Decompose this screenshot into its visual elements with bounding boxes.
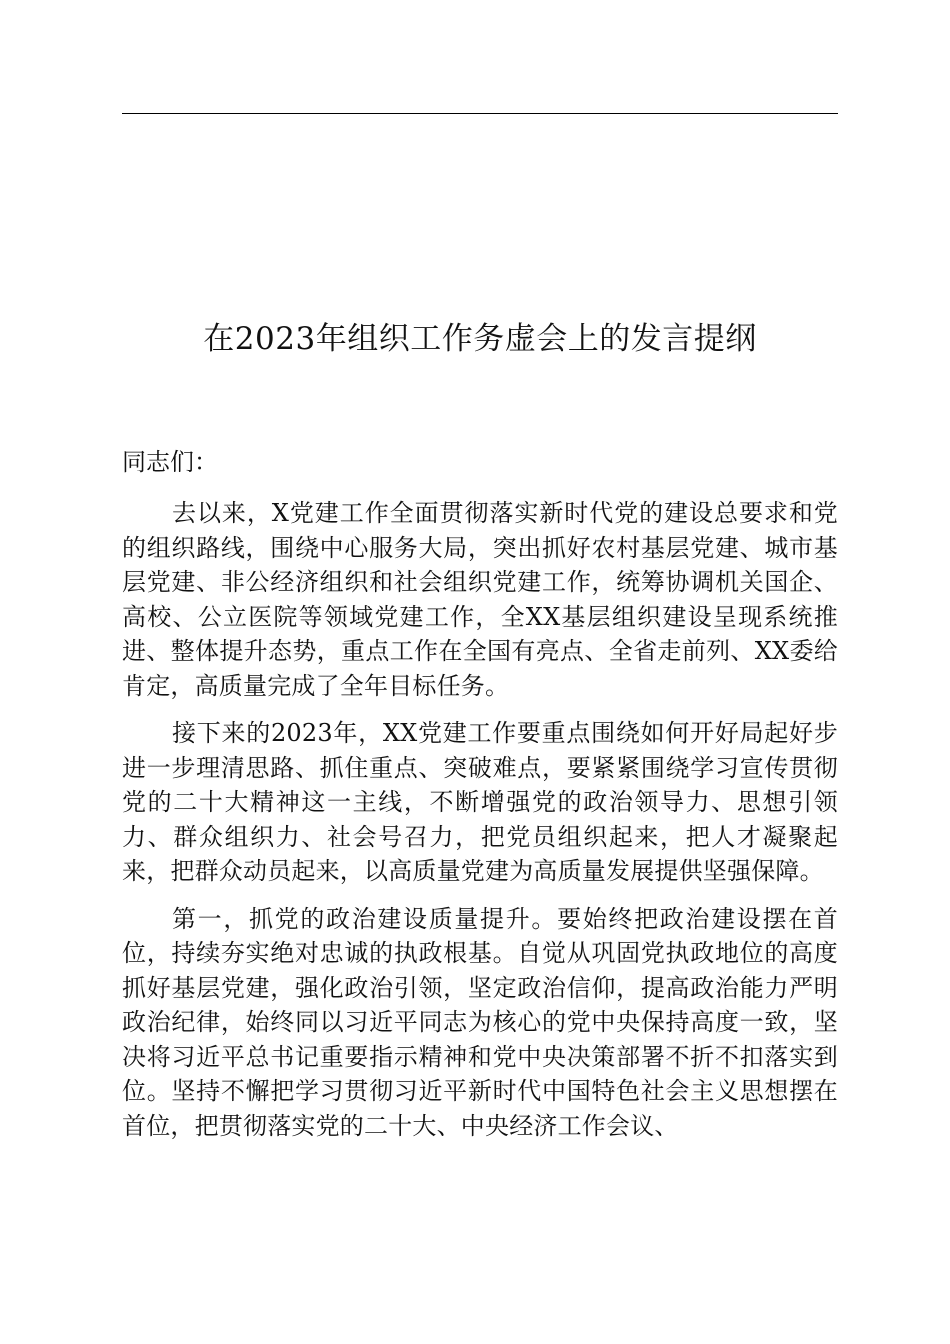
document-body bbox=[122, 445, 838, 1156]
salutation: 同志们： bbox=[122, 448, 218, 476]
paragraph-2: 接下来的2023年，XX党建工作要重点围绕如何开好局起好步进一步理清思路、抓住重点、突破难点，要紧紧围绕学习宣传贯彻党的二十大精神这一主线，不断增强党的政治领导力、思想引领力、群众组织力、社会号召力，把党员组织起来，把人才凝聚起来，把群众动员起来，以高质量党建为高质量发展提供坚强保障。 bbox=[122, 719, 838, 885]
paragraph-3: 第一，抓党的政治建设质量提升。要始终把政治建设摆在首位，持续夯实绝对忠诚的执政根基。自觉从巩固党执政地位的高度抓好基层党建，强化政治引领，坚定政治信仰，提高政治能力严明政治纪律，始终同以习近平同志为核心的党中央保持高度一致，坚决将习近平总书记重要指示精神和党中央决策部署不折不扣落实到位。坚持不懈把学习贯彻习近平新时代中国特色社会主义思想摆在首位，把贯彻落实党的二十大、中央经济工作会议、 bbox=[122, 904, 838, 1140]
document-title: 在2023年组织工作务虚会上的发言提纲 bbox=[203, 321, 757, 357]
paragraph-1: 去以来，X党建工作全面贯彻落实新时代党的建设总要求和党的组织路线，围绕中心服务大局，突出抓好农村基层党建、城市基层党建、非公经济组织和社会组织党建工作，统筹协调机关国企、高校、公立医院等领域党建工作，全XX基层组织建设呈现系统推进、整体提升态势，重点工作在全国有亮点、全省走前列、XX委给肯定，高质量完成了全年目标任务。 bbox=[122, 499, 838, 700]
header-rule bbox=[122, 113, 838, 114]
